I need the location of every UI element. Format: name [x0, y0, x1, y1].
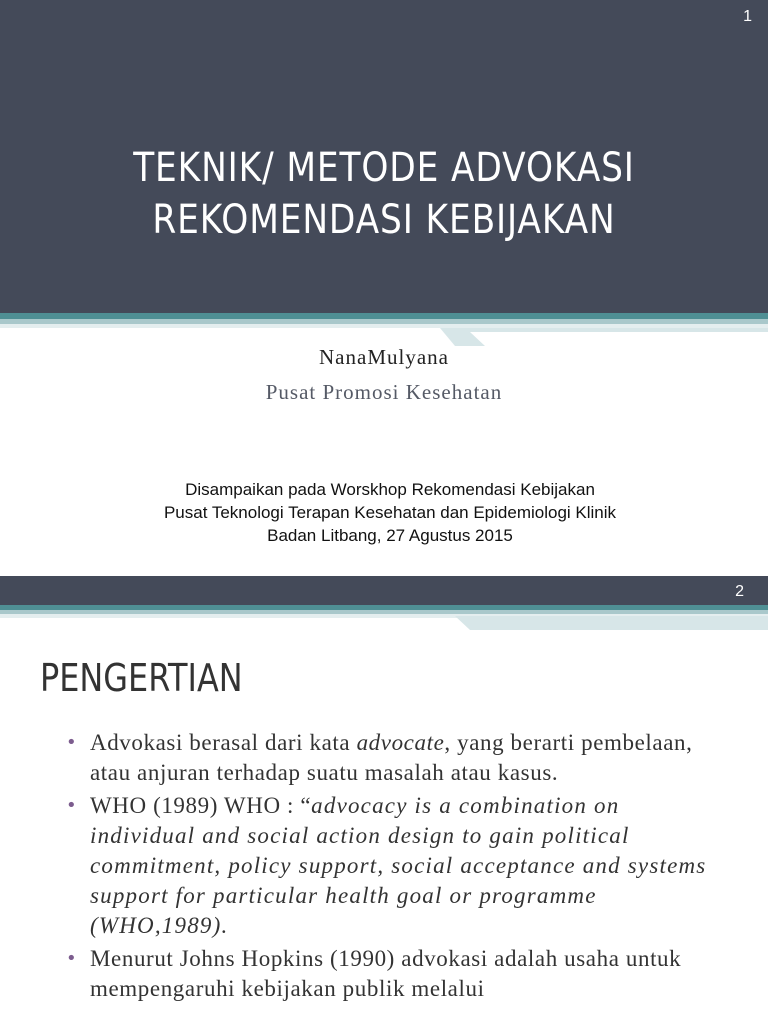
organization-name: Pusat Promosi Kesehatan	[265, 380, 503, 404]
event-details	[0, 478, 768, 547]
event-line-2: Pusat Teknologi Terapan Kesehatan dan Epidemiologi Klinik	[163, 503, 617, 522]
event-line-3: Badan Litbang, 27 Agustus 2015	[267, 526, 513, 545]
list-item: • Advokasi berasal dari kata advocate, yang berarti pembelaan, atau anjuran terhadap suatu masalah atau kasus.	[66, 730, 693, 785]
slide-number: 1	[743, 8, 752, 25]
slide-heading: PENGERTIAN	[40, 656, 243, 700]
slide-2	[0, 576, 768, 1024]
slide-title	[54, 142, 714, 246]
author-name: NanaMulyana	[319, 345, 449, 369]
bullet-icon: •	[66, 732, 78, 753]
bullet-list	[66, 728, 726, 1007]
list-item: • WHO (1989) WHO : “advocacy is a combination on individual and social action design to gain political commitment, policy support, social acceptance and systems support for particular health goal or programme (WHO,1989).	[66, 793, 707, 938]
event-line-1: Disampaikan pada Worskhop Rekomendasi Kebijakan	[185, 480, 595, 499]
content-header-band	[0, 576, 768, 604]
slide-number: 2	[735, 583, 744, 600]
list-item: • Menurut Johns Hopkins (1990) advokasi adalah usaha untuk mempengaruhi kebijakan publik melalui	[66, 946, 682, 1001]
bullet-icon: •	[66, 948, 78, 969]
decorative-stripes	[0, 602, 768, 638]
title-line-2: REKOMENDASI KEBIJAKAN	[152, 197, 616, 243]
title-line-1: TEKNIK/ METODE ADVOKASI	[133, 145, 635, 191]
decorative-stripes	[0, 310, 768, 346]
bullet-icon: •	[66, 795, 78, 816]
